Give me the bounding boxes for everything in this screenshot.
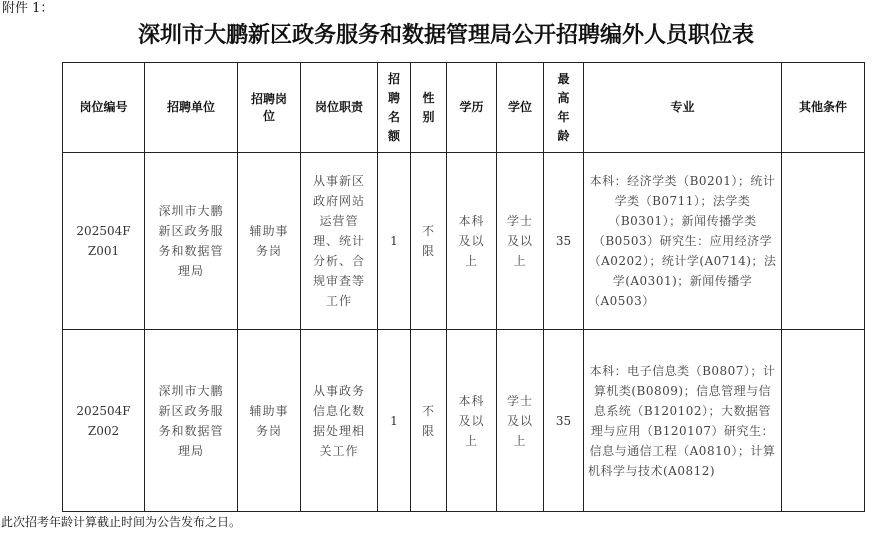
gender-cell: 不限 <box>411 330 447 512</box>
degree-cell: 学士及以上 <box>497 153 544 330</box>
job-position-table <box>62 62 865 512</box>
duty-cell: 从事新区政府网站运营管理、统计分析、合规审查等工作 <box>301 153 378 330</box>
post-cell: 辅助事务岗 <box>238 330 301 512</box>
header-post-code: 岗位编号 <box>63 63 145 153</box>
table-row <box>63 330 865 512</box>
degree-cell: 学士及以上 <box>497 330 544 512</box>
attachment-label: 附件 1： <box>2 1 54 16</box>
unit-cell: 深圳市大鹏新区政务服务和数据管理局 <box>145 330 238 512</box>
gender-cell: 不限 <box>411 153 447 330</box>
quota-cell: 1 <box>378 153 411 330</box>
max-age-cell: 35 <box>544 153 584 330</box>
header-quota <box>378 63 411 153</box>
header-gender <box>411 63 447 153</box>
post-code-cell: 202504FZ001 <box>63 153 145 330</box>
table-header-row <box>63 63 865 153</box>
post-code-cell: 202504FZ002 <box>63 330 145 512</box>
education-cell: 本科及以上 <box>447 153 497 330</box>
header-max-age-text: 最高年龄 <box>557 71 570 143</box>
header-degree: 学位 <box>497 63 544 153</box>
header-duty: 岗位职责 <box>301 63 378 153</box>
education-cell: 本科及以上 <box>447 330 497 512</box>
header-major: 专业 <box>584 63 782 153</box>
header-post: 招聘岗位 <box>238 63 301 153</box>
header-gender-text: 性别 <box>422 90 435 124</box>
quota-cell: 1 <box>378 330 411 512</box>
duty-cell: 从事政务信息化数据处理相关工作 <box>301 330 378 512</box>
page-title: 深圳市大鹏新区政务服务和数据管理局公开招聘编外人员职位表 <box>137 22 754 48</box>
footnote: 此次招考年龄计算截止时间为公告发布之日。 <box>1 515 242 529</box>
post-cell: 辅助事务岗 <box>238 153 301 330</box>
major-cell: 本科：经济学类（B0201）；统计学类（B0711）；法学类（B0301）；新闻传播学类（B0503）研究生：应用经济学（A0202）；统计学(A0714)；法学(A0301)；新闻传播学（A0503） <box>584 153 782 330</box>
unit-cell: 深圳市大鹏新区政务服务和数据管理局 <box>145 153 238 330</box>
header-max-age <box>544 63 584 153</box>
max-age-cell: 35 <box>544 330 584 512</box>
other-cell <box>782 330 865 512</box>
major-cell: 本科：电子信息类（B0807）；计算机类(B0809)；信息管理与信息系统（B120102）；大数据管理与应用（B120107）研究生：信息与通信工程（A0810）；计算机科学与技术(A0812) <box>584 330 782 512</box>
header-education: 学历 <box>447 63 497 153</box>
header-quota-text: 招聘名额 <box>387 71 400 143</box>
other-cell <box>782 153 865 330</box>
header-unit: 招聘单位 <box>145 63 238 153</box>
header-other: 其他条件 <box>782 63 865 153</box>
table-row <box>63 153 865 330</box>
